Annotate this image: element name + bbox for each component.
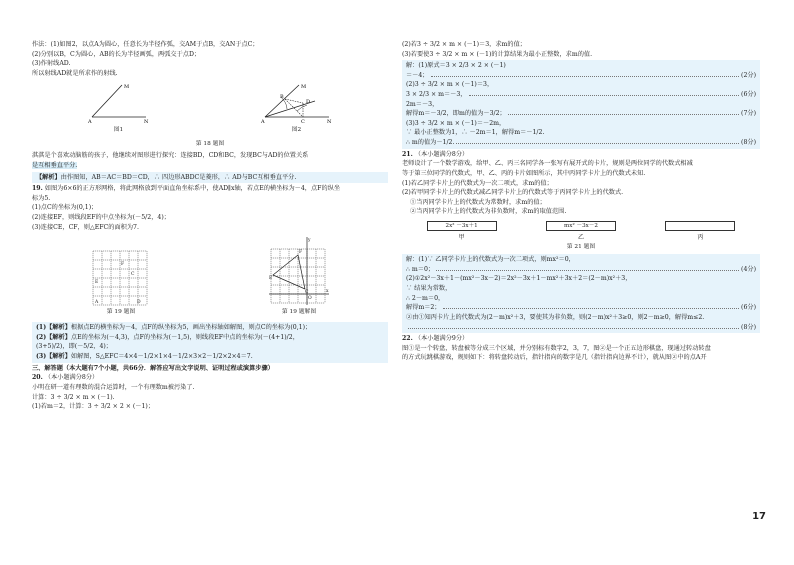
answer-line <box>406 128 756 138</box>
svg-text:x: x <box>326 289 329 295</box>
card-yi: mx² －3x－2 <box>546 221 616 231</box>
answer-line-text: ＝－4； <box>406 71 429 79</box>
leader-dots <box>456 143 739 144</box>
svg-text:E: E <box>269 276 273 282</box>
figure-18 <box>32 81 388 137</box>
leader-dots <box>443 308 739 309</box>
fig18-caption: 第 18 题图 <box>195 141 225 148</box>
answer-line <box>406 284 756 294</box>
q21-heading <box>402 150 760 160</box>
page-number: 17 <box>752 511 766 522</box>
answer-19-line-3: (3+5)/2)，即(－5/2，4)； <box>36 343 112 351</box>
svg-text:F: F <box>121 262 125 268</box>
answer-line <box>406 61 756 71</box>
q20-points: （本小题满分8分） <box>44 374 99 382</box>
answer-19-text-4: 如解图，S△EFC＝4×4－1/2×1×4－1/2×3×2－1/2×2×4＝7. <box>70 353 253 361</box>
fig19-caption-2: 第 19 题解图 <box>281 309 317 316</box>
score-mark: (6分) <box>741 304 756 312</box>
answer-line-text: (3)3 ÷ 3/2 × m × (－1)＝－2m， <box>406 119 506 127</box>
q19-part-2: (2)连接EF，则线段EF的中点坐标为(－5/2，4)； <box>32 214 170 222</box>
card-jia: 2x² －3x＋1 <box>427 221 497 231</box>
q20-text-1: 小明在研一道有理数的混合运算时，一个有理数m被污染了. <box>32 383 195 391</box>
q19-text-1: 如图为6×6的正方形网格，将此网格放到平面直角坐标系中，使AD∥x轴，若点E的横坐标为－4，点F的纵坐 <box>44 185 341 193</box>
figure-19 <box>32 235 388 319</box>
card-bing <box>665 221 735 231</box>
card-labels <box>402 233 760 242</box>
answer-line-text: ∴ m＝0； <box>406 265 435 273</box>
q21-text-6: ②当丙同学卡片上的代数式为非负数时，求m的取值范围. <box>410 208 567 216</box>
answer-line-text: 2m＝－3， <box>406 100 439 108</box>
svg-text:N: N <box>326 119 331 126</box>
svg-text:C: C <box>305 290 309 296</box>
q22-points: （本小题满分9分） <box>414 335 469 343</box>
answer-tag: (2)【解析】 <box>36 333 71 341</box>
score-mark: (7分) <box>741 110 756 118</box>
answer-line <box>406 313 756 323</box>
answer-line <box>406 109 756 119</box>
answer-line-text: 解得m＝2； <box>406 304 441 312</box>
q21-text-2: 等于第三位同学的代数式，甲、乙、丙的卡片如图所示，其中丙同学卡片上的代数式未知. <box>402 169 646 177</box>
q22-text-2: 的方式玩跳棋游戏，规则如下：将转盘转动后，指针指向的数字是几（指针指向边界不计），就从图②中的点A开 <box>402 354 707 362</box>
answer-line <box>406 138 756 148</box>
answer-line <box>406 90 756 100</box>
q20-part-2: (2)若3 ÷ 3/2 × m × (－1)＝3，求m的值； <box>402 41 526 48</box>
fig18-label-2: 图2 <box>291 127 302 134</box>
answer-blank-18: 是互相垂直平分. <box>32 162 78 170</box>
answer-line-text: 解得m＝－3/2，即m的值为－3/2； <box>406 110 506 118</box>
svg-text:E: E <box>95 280 99 286</box>
answer-tag: (3)【解析】 <box>36 353 71 361</box>
grid-solution-diagram <box>267 235 331 307</box>
card-label-jia: 甲 <box>458 233 465 241</box>
fig18-label-1: 图1 <box>113 127 124 134</box>
svg-text:C: C <box>300 119 305 126</box>
svg-text:A: A <box>95 300 99 306</box>
score-mark: (8分) <box>741 323 756 331</box>
q20-text-3: (1)若m＝2，计算：3 ÷ 3/2 × 2 × (－1)； <box>32 403 155 411</box>
svg-text:y: y <box>308 238 311 244</box>
answer-tag: (1)【解析】 <box>36 324 71 332</box>
section-3-heading: 三、解答题（本大题有7个小题，共66分．解答应写出文字说明、证明过程或演算步骤） <box>32 364 274 372</box>
q19-part-1: (1)点C的坐标为(0,1)； <box>32 204 98 212</box>
leader-dots <box>508 114 739 115</box>
answer-line-text: ∴ 2－m＝0， <box>406 294 445 302</box>
right-column <box>402 40 760 363</box>
leader-dots <box>436 270 739 271</box>
score-mark: (6分) <box>741 91 756 99</box>
q21-text-4: (2)若甲同学卡片上的代数式减乙同学卡片上的代数式等于丙同学卡片上的代数式. <box>402 189 624 197</box>
intro-line-2: (2)分别以B，C为圆心，AB的长为半径画弧，两弧交于点D； <box>32 50 201 58</box>
score-mark: (4分) <box>741 265 756 273</box>
score-mark: (8分) <box>741 139 756 147</box>
answer-19-text-1: 根据点E的横坐标为－4，点F的纵坐标为5，画出坐标轴如解图，则点C的坐标为(0,1)； <box>70 324 312 332</box>
q20-part-3: (3)若要使3 ÷ 3/2 × m × (－1)的计算结果为最小正整数，求m的值. <box>402 50 593 58</box>
answer-line <box>406 119 756 129</box>
svg-text:M: M <box>300 84 306 91</box>
card-label-bing: 丙 <box>697 233 704 241</box>
svg-text:A: A <box>87 119 92 126</box>
answer-line-text: (2)3 ÷ 3/2 × m × (－1)＝3， <box>406 81 494 89</box>
figure-19-solution <box>267 235 331 319</box>
figure-19-grid <box>89 247 153 319</box>
left-column <box>32 40 388 412</box>
svg-text:M: M <box>123 84 129 91</box>
svg-text:B: B <box>279 94 284 101</box>
q20-text-2: 计算：3 ÷ 3/2 × m × (－1). <box>32 393 115 401</box>
answer-line <box>406 71 756 81</box>
leader-dots <box>469 95 740 96</box>
answer-line-text: (2)①2x²－3x＋1－(mx²－3x－2)＝2x²－3x＋1－mx²＋3x＋2＝(2－m)x²＋3， <box>406 275 632 283</box>
answer-tag: 【解析】 <box>36 173 61 181</box>
leader-dots <box>408 328 739 329</box>
answer-line-text: 解：(1)原式＝3 × 2/3 × 2 × (－1) <box>406 62 506 70</box>
para18b <box>32 161 388 171</box>
question-number: 22. <box>402 335 413 343</box>
svg-text:C: C <box>131 272 135 278</box>
answer-19-line-2 <box>36 333 384 343</box>
answer-line <box>406 80 756 90</box>
answer-line <box>406 255 756 265</box>
answer-19-line-4 <box>36 352 384 362</box>
answer-line-text: 3 × 2/3 × m＝－3， <box>406 91 467 99</box>
fig19-caption-1: 第 19 题图 <box>106 309 136 316</box>
q19-part-3: (3)连接CE，CF，则△EFC的面积为7. <box>32 223 139 231</box>
question-number: 21. <box>402 150 413 158</box>
answer-20 <box>402 60 760 148</box>
q21-text-5: ①当丙同学卡片上的代数式为常数时，求m的值； <box>410 198 546 206</box>
answer-19 <box>32 322 388 362</box>
answer-line <box>406 274 756 284</box>
para18a: 淇淇是个喜欢动脑筋的孩子，他继续对图形进行探究：连接BD，CD和BC，发现BC与AD的位置关系 <box>32 152 309 160</box>
answer-18-text: 由作图知，AB＝AC＝BD＝CD，∴ 四边形ABDC是菱形，∴ AD与BC互相垂直平分. <box>60 173 297 181</box>
answer-line <box>406 303 756 313</box>
answer-19-text-2: 点E的坐标为(－4,3)，点F的坐标为(－1,5)，则线段EF中点的坐标为(－(4+1)/2， <box>70 333 299 341</box>
figure-18-2 <box>257 81 337 137</box>
q19-stem-2: 标为5. <box>32 194 51 202</box>
intro-line-1: 作法：(1)如图2，以点A为圆心，任意长为半径作弧，交AM于点B，交AN于点C； <box>32 41 259 48</box>
q22-heading <box>402 334 760 344</box>
answer-18 <box>32 172 388 184</box>
question-number: 19. <box>32 185 43 193</box>
answer-21 <box>402 254 760 333</box>
grid-diagram <box>89 247 153 307</box>
q21-text-1: 老师设计了一个数学游戏，给甲、乙、丙三名同学各一张写有展开式的卡片，规则是两位同学的代数式相减 <box>402 160 693 168</box>
svg-text:D: D <box>137 300 141 306</box>
answer-line-text: ②由①知丙卡片上的代数式为(2－m)x²＋3，要使其为非负数，则(2－m)x²＋3≥0，则2－m≥0，解得m≤2. <box>406 313 705 321</box>
q20-heading <box>32 373 388 383</box>
angle-diagram-1 <box>84 81 154 125</box>
leader-dots <box>431 76 740 77</box>
figure-18-1 <box>84 81 154 137</box>
cards-row <box>402 221 760 231</box>
card-label-yi: 乙 <box>577 233 584 241</box>
answer-line <box>406 294 756 304</box>
fig21-caption: 第 21 题图 <box>566 244 596 251</box>
q19-stem-1 <box>32 184 388 194</box>
intro-line-3: (3)作射线AD. <box>32 60 71 68</box>
q21-text-3: (1)若乙同学卡片上的代数式为一次二项式，求m的值； <box>402 179 553 187</box>
answer-line-text: ∵ 最小正整数为1，∴ －2m＝1，解得m＝－1/2. <box>406 129 545 137</box>
question-number: 20. <box>32 374 43 382</box>
answer-19-line-1 <box>36 323 384 333</box>
answer-line-text: ∴ m的值为－1/2. <box>406 139 455 147</box>
svg-text:N: N <box>143 119 148 126</box>
answer-line-text: 解：(1)∵ 乙同学卡片上的代数式为一次二项式，则mx²＝0， <box>406 256 575 264</box>
svg-text:O: O <box>308 296 312 302</box>
answer-line <box>406 323 756 333</box>
q22-text-1: 图①是一个转盘，转盘被等分成三个区域，并分别标有数字2，3，7，图②是一个正五边形棋盘，现通过转动转盘 <box>402 344 711 352</box>
intro-line-4: 所以射线AD就是所求作的射线. <box>32 69 118 77</box>
answer-line <box>406 100 756 110</box>
q21-points: （本小题满分8分） <box>414 150 469 158</box>
score-mark: (2分) <box>741 71 756 79</box>
svg-text:A: A <box>260 119 265 126</box>
answer-line-text: ∵ 结果为常数， <box>406 285 452 293</box>
answer-line <box>406 265 756 275</box>
svg-text:D: D <box>305 99 310 106</box>
svg-text:F: F <box>299 250 303 256</box>
angle-diagram-2 <box>257 81 337 125</box>
